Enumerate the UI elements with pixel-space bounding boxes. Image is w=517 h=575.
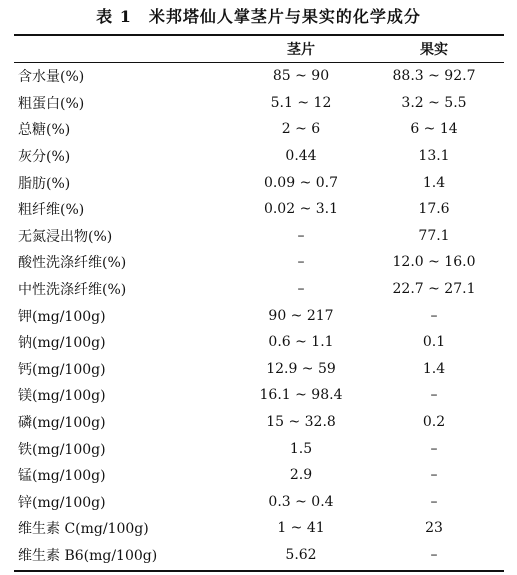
table-row [14, 542, 504, 569]
bottom-rule [14, 570, 504, 572]
row-label: 无氮浸出物(%) [18, 228, 113, 245]
table-row [14, 356, 504, 383]
row-label: 灰分(%) [18, 149, 71, 166]
header-cell-stem: 茎片 [287, 42, 315, 58]
row-label: 中性洗涤纤维(%) [18, 282, 127, 299]
row-label: 粗纤维(%) [18, 202, 85, 219]
fruit-value: 22.7 ~ 27.1 [392, 281, 476, 298]
table-row [14, 382, 504, 409]
table-row [14, 515, 504, 542]
table-row [14, 169, 504, 196]
row-label: 锰(mg/100g) [18, 468, 106, 485]
row-label: 维生素 C(mg/100g) [18, 521, 149, 538]
table-row [14, 462, 504, 489]
composition-table [14, 36, 504, 564]
stem-value: 0.3 ~ 0.4 [268, 493, 334, 510]
stem-value: 2 ~ 6 [281, 121, 321, 138]
table-row [14, 435, 504, 462]
fruit-value: 3.2 ~ 5.5 [401, 94, 467, 111]
row-label: 铁(mg/100g) [18, 441, 106, 458]
fruit-value: 12.0 ~ 16.0 [392, 254, 476, 271]
stem-value: 0.6 ~ 1.1 [268, 334, 334, 351]
row-label: 镁(mg/100g) [18, 388, 106, 405]
table-row [14, 276, 504, 303]
fruit-value: 0.2 [422, 414, 446, 431]
fruit-value: 88.3 ~ 92.7 [392, 68, 476, 85]
table-row [14, 489, 504, 516]
stem-value: – [297, 254, 305, 271]
row-label: 总糖(%) [18, 122, 71, 139]
row-label: 含水量(%) [18, 69, 85, 86]
fruit-value: 1.4 [422, 360, 446, 377]
row-label: 钙(mg/100g) [18, 361, 106, 378]
stem-value: 12.9 ~ 59 [266, 360, 336, 377]
row-label: 磷(mg/100g) [18, 415, 106, 432]
stem-value: 5.1 ~ 12 [270, 94, 332, 111]
table-header-row [14, 36, 504, 62]
stem-value: 2.9 [289, 467, 313, 484]
stem-value: 1.5 [289, 440, 313, 457]
stem-value: 16.1 ~ 98.4 [259, 387, 343, 404]
row-label: 钾(mg/100g) [18, 308, 106, 325]
row-label: 钠(mg/100g) [18, 335, 106, 352]
fruit-value: 17.6 [418, 201, 450, 218]
fruit-value: – [430, 307, 438, 324]
fruit-value: – [430, 546, 438, 563]
row-label: 锌(mg/100g) [18, 494, 106, 511]
stem-value: 85 ~ 90 [272, 68, 330, 85]
fruit-value: – [430, 440, 438, 457]
fruit-value: – [430, 387, 438, 404]
stem-value: 0.02 ~ 3.1 [263, 201, 339, 218]
table-caption: 表 1 米邦塔仙人掌茎片与果实的化学成分 [96, 7, 421, 26]
header-cell-fruit: 果实 [420, 42, 448, 58]
stem-value: 0.09 ~ 0.7 [263, 174, 339, 191]
stem-value: 0.44 [285, 148, 317, 165]
row-label: 粗蛋白(%) [18, 95, 85, 112]
stem-value: 1 ~ 41 [277, 520, 325, 537]
row-label: 脂肪(%) [18, 175, 71, 192]
row-label: 维生素 B6(mg/100g) [18, 547, 158, 564]
table-row [14, 249, 504, 276]
table-row [14, 90, 504, 117]
table-row [14, 223, 504, 250]
table-row [14, 329, 504, 356]
stem-value: 15 ~ 32.8 [266, 414, 336, 431]
stem-value: 90 ~ 217 [268, 307, 334, 324]
stem-value: 5.62 [285, 546, 317, 563]
fruit-value: – [430, 493, 438, 510]
table-row [14, 116, 504, 143]
table-row [14, 409, 504, 436]
fruit-value: 13.1 [418, 148, 450, 165]
table-row [14, 143, 504, 170]
table-body [14, 63, 504, 568]
table-row [14, 302, 504, 329]
row-label: 酸性洗涤纤维(%) [18, 255, 127, 272]
stem-value: – [297, 227, 305, 244]
table-row [14, 63, 504, 90]
fruit-value: – [430, 467, 438, 484]
table-row [14, 196, 504, 223]
stem-value: – [297, 281, 305, 298]
fruit-value: 1.4 [422, 174, 446, 191]
fruit-value: 6 ~ 14 [410, 121, 458, 138]
fruit-value: 23 [425, 520, 443, 537]
fruit-value: 0.1 [422, 334, 446, 351]
fruit-value: 77.1 [418, 227, 450, 244]
